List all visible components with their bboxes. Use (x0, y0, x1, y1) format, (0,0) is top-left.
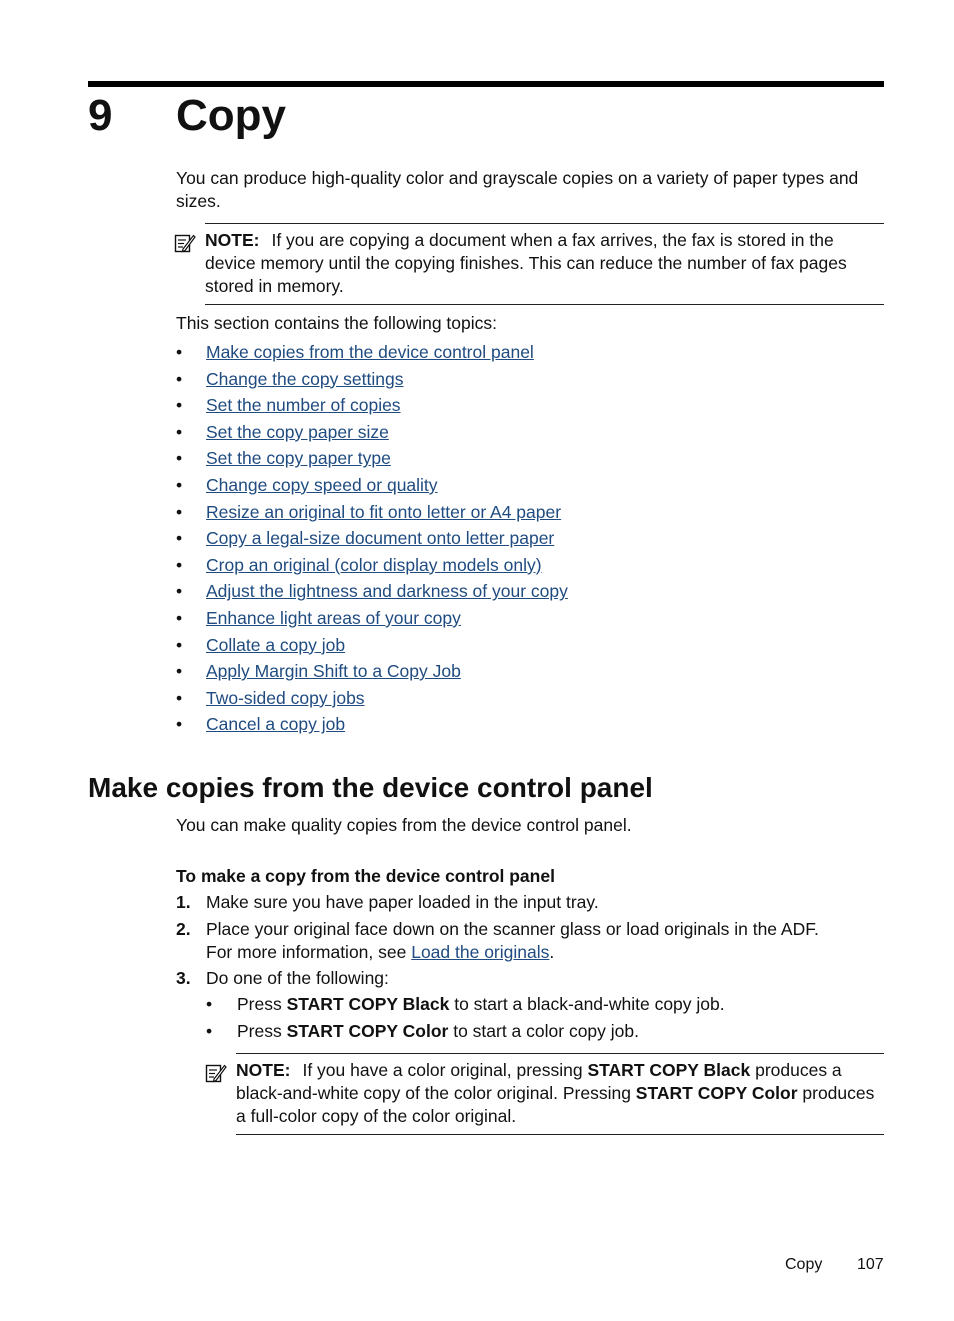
chapter-title: Copy (176, 91, 286, 140)
text-part: produces a full-color copy of the color original. (236, 1083, 875, 1126)
note-icon (174, 232, 196, 254)
topic-link[interactable]: Make copies from the device control panel (206, 342, 534, 362)
bullet: • (176, 554, 183, 575)
start-copy-color-label: START COPY Color (635, 1083, 798, 1103)
note-text (236, 1059, 884, 1128)
footer-chapter-label: Copy (785, 1256, 823, 1273)
topic-link[interactable]: Set the number of copies (206, 395, 401, 416)
bullet: • (176, 607, 183, 628)
step-number: 2. (176, 919, 191, 939)
section-intro: You can make quality copies from the device control panel. (176, 815, 632, 835)
text-part: Press (237, 1021, 287, 1041)
step-text-line2-prefix: For more information, see (206, 942, 412, 962)
topics-intro: This section contains the following topics: (176, 313, 497, 333)
text-part: to start a color copy job. (448, 1021, 639, 1041)
sub-bullet-text (237, 993, 725, 1016)
topic-link[interactable]: Enhance light areas of your copy (206, 607, 461, 628)
bullet: • (176, 421, 183, 442)
chapter-intro: You can produce high-quality color and grayscale copies on a variety of paper types and sizes. (176, 168, 859, 211)
step-number: 3. (176, 968, 191, 988)
note-label: NOTE: (236, 1060, 291, 1080)
topic-link[interactable]: Change copy speed or quality (206, 474, 438, 495)
step-text-line2-suffix: . (549, 942, 555, 962)
text-part: to start a black-and-white copy job. (449, 994, 725, 1014)
bullet: • (176, 342, 183, 362)
step-text: Make sure you have paper loaded in the input tray. (206, 892, 599, 912)
note-box (205, 223, 884, 305)
step-text-line1: Place your original face down on the scanner glass or load originals in the ADF. (206, 919, 819, 939)
bullet: • (176, 501, 183, 522)
bullet: • (206, 994, 213, 1014)
note-label: NOTE: (205, 230, 260, 250)
note-icon (205, 1062, 227, 1084)
topic-link[interactable]: Copy a legal-size document onto letter paper (206, 528, 555, 549)
topic-link[interactable]: Adjust the lightness and darkness of your copy (206, 581, 568, 602)
chapter-number: 9 (88, 91, 113, 140)
bullet: • (176, 714, 183, 735)
bullet: • (176, 528, 183, 549)
start-copy-black-label: START COPY Black (286, 994, 450, 1014)
topic-link[interactable]: Collate a copy job (206, 634, 346, 655)
text-part: If you have a color original, pressing (302, 1060, 588, 1080)
step-number: 1. (176, 892, 191, 912)
load-originals-link[interactable]: Load the originals (411, 942, 550, 962)
step-text: Do one of the following: (206, 968, 389, 988)
bullet: • (176, 368, 183, 389)
note-body: If you are copying a document when a fax arrives, the fax is stored in the device memory until the copying finishes. This can reduce the number of fax pages stored in memory. (205, 230, 847, 296)
sub-bullet-text (237, 1020, 639, 1043)
bullet: • (176, 661, 183, 682)
bullet: • (176, 581, 183, 602)
bullet: • (176, 474, 183, 495)
note-box (236, 1053, 884, 1135)
bullet: • (176, 395, 183, 416)
bullet: • (176, 634, 183, 655)
step-text (206, 918, 819, 964)
section-heading: Make copies from the device control panel (88, 772, 653, 803)
note-text (205, 229, 884, 298)
topic-link[interactable]: Resize an original to fit onto letter or A4 paper (206, 501, 562, 522)
topic-link[interactable]: Two-sided copy jobs (206, 687, 365, 708)
start-copy-black-label: START COPY Black (587, 1060, 751, 1080)
topic-link[interactable]: Cancel a copy job (206, 714, 346, 735)
bullet: • (176, 687, 183, 708)
bullet: • (206, 1021, 213, 1041)
page-number: 107 (857, 1256, 884, 1273)
topic-link[interactable]: Set the copy paper type (206, 448, 391, 469)
chapter-top-rule (88, 81, 884, 87)
text-part: produces a black-and-white copy of the color original. Pressing (236, 1060, 842, 1103)
topic-link[interactable]: Apply Margin Shift to a Copy Job (206, 661, 461, 682)
bullet: • (176, 448, 183, 469)
topic-link[interactable]: Crop an original (color display models only) (206, 554, 542, 575)
start-copy-color-label: START COPY Color (286, 1021, 449, 1041)
topic-link[interactable]: Change the copy settings (206, 368, 404, 389)
procedure-title: To make a copy from the device control panel (176, 866, 555, 886)
text-part: Press (237, 994, 287, 1014)
topic-link[interactable]: Set the copy paper size (206, 421, 389, 442)
